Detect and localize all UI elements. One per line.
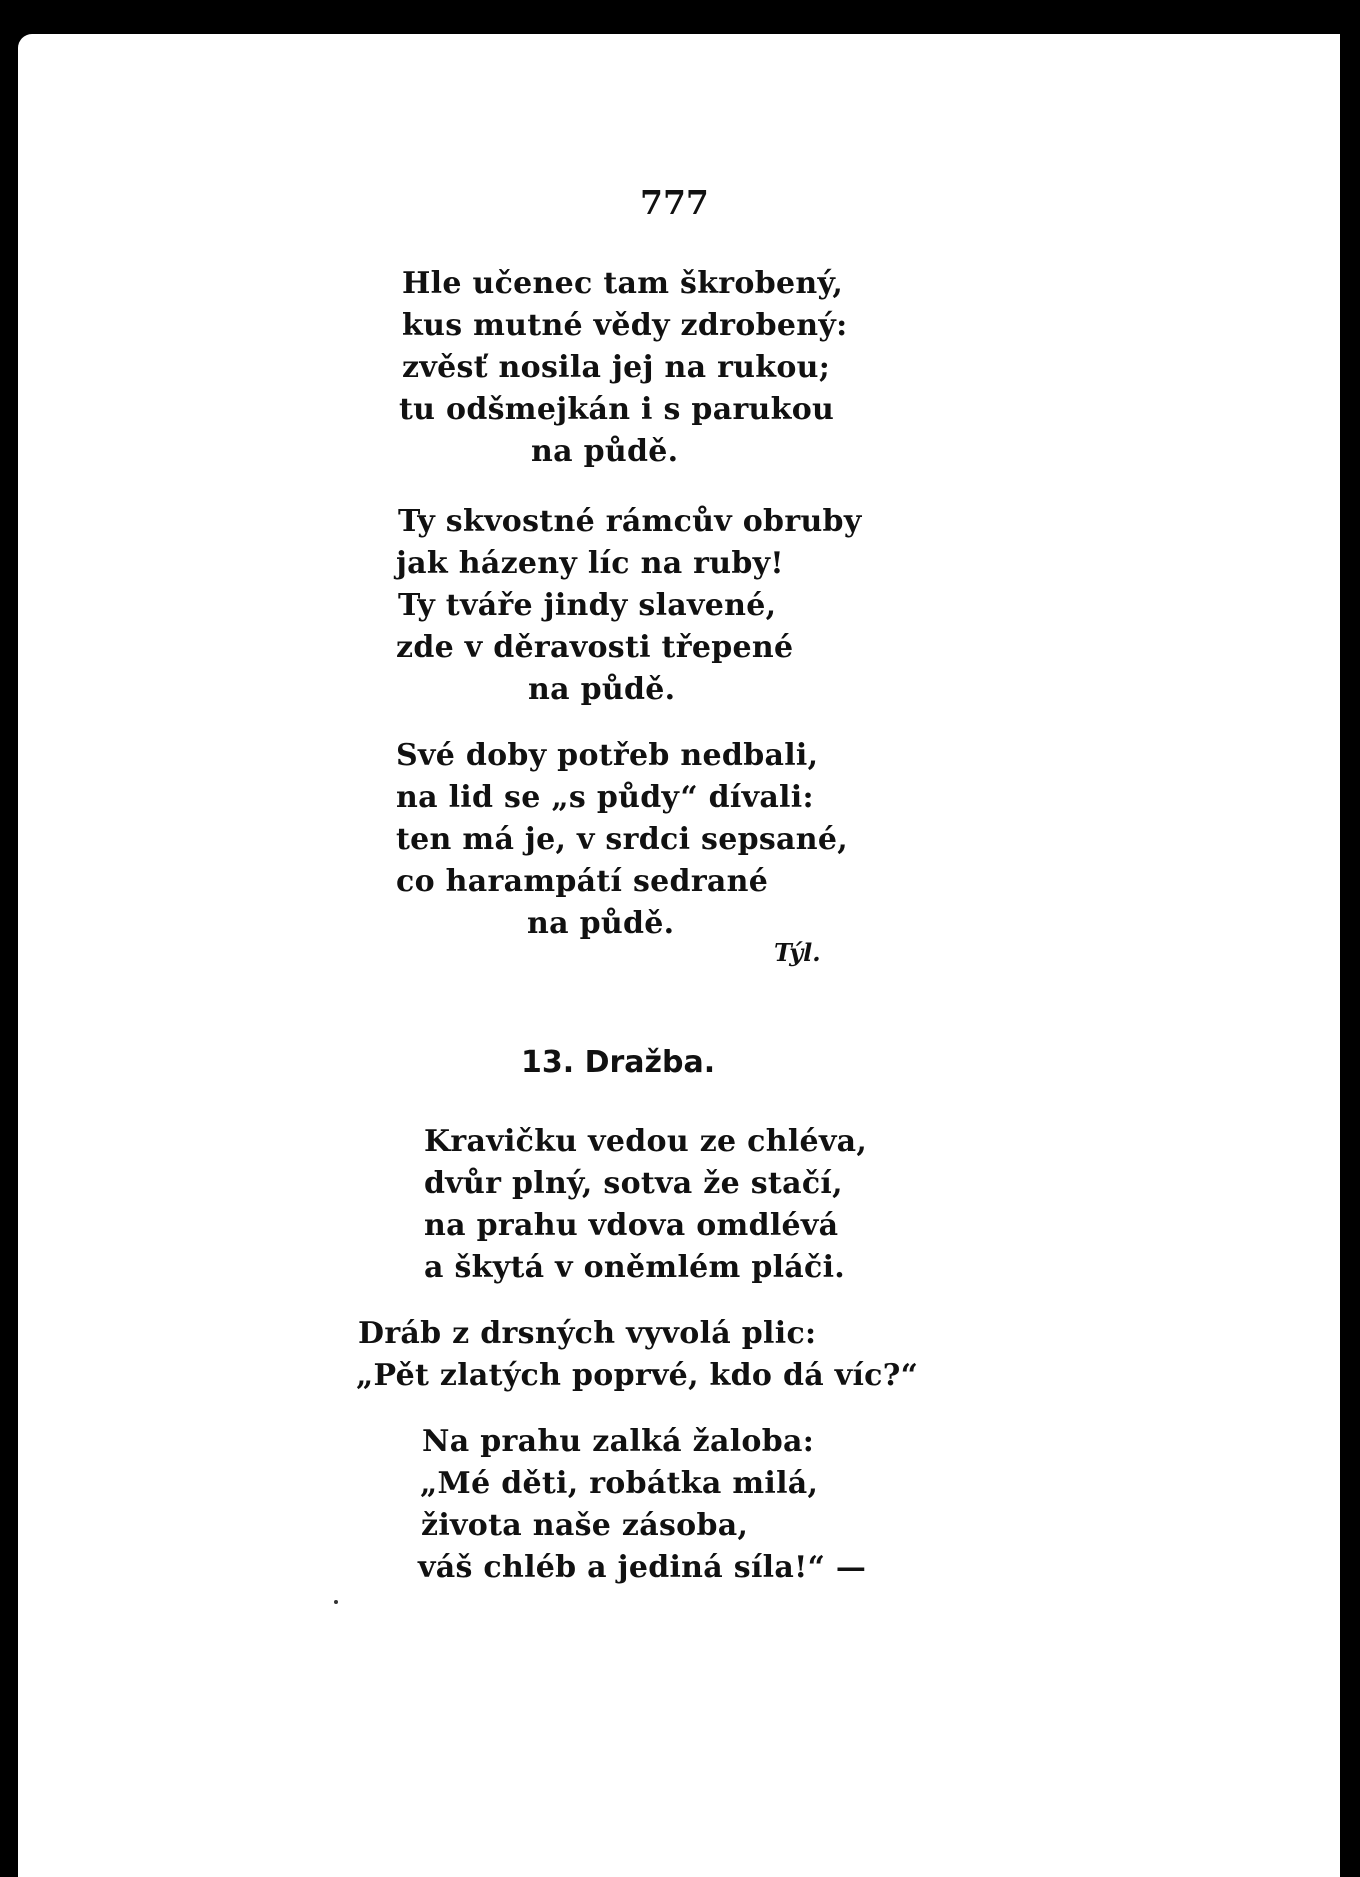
- poem-line: váš chléb a jediná síla!“ —: [418, 1550, 867, 1585]
- poem-refrain: na půdě.: [528, 672, 676, 707]
- poem-line: Kravičku vedou ze chléva,: [424, 1124, 868, 1159]
- poem-line: jak házeny líc na ruby!: [396, 546, 784, 581]
- poem-line: kus mutné vědy zdrobený:: [402, 308, 848, 343]
- poem-title: 13. Dražba.: [521, 1045, 716, 1080]
- poem-line: Dráb z drsných vyvolá plic:: [358, 1316, 817, 1351]
- print-speck: [334, 1600, 338, 1604]
- poem-line: Ty skvostné rámcův obruby: [398, 504, 862, 539]
- poem-line: „Mé děti, robátka milá,: [420, 1466, 819, 1501]
- poem-line: života naše zásoba,: [421, 1508, 749, 1543]
- poem-line: zvěsť nosila jej na rukou;: [402, 350, 831, 385]
- poem-line: zde v děravosti třepené: [396, 630, 794, 665]
- poem-line: Hle učenec tam škrobený,: [402, 266, 844, 301]
- poem-refrain: na půdě.: [527, 906, 675, 941]
- poem-line: a škytá v oněmlém pláči.: [424, 1250, 846, 1285]
- poem-line: „Pět zlatých poprvé, kdo dá víc?“: [356, 1358, 919, 1393]
- poem-refrain: na půdě.: [531, 434, 679, 469]
- poem-line: ten má je, v srdci sepsané,: [396, 822, 849, 857]
- poem-line: co harampátí sedrané: [396, 864, 769, 899]
- poem-line: na lid se „s půdy“ dívali:: [396, 780, 814, 815]
- poem-line: tu odšmejkán i s parukou: [399, 392, 835, 427]
- poem-line: Své doby potřeb nedbali,: [396, 738, 819, 773]
- poem-line: Na prahu zalká žaloba:: [422, 1424, 815, 1459]
- poem-line: dvůr plný, sotva že stačí,: [424, 1166, 843, 1201]
- author-signature: Týl.: [774, 938, 821, 967]
- poem-line: Ty tváře jindy slavené,: [398, 588, 777, 623]
- poem-line: na prahu vdova omdlévá: [424, 1208, 839, 1243]
